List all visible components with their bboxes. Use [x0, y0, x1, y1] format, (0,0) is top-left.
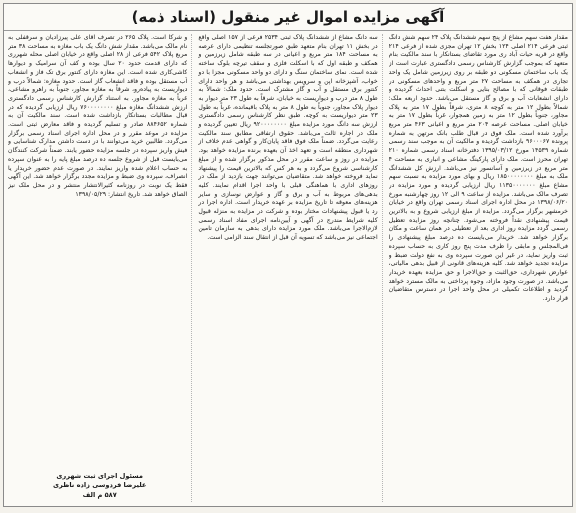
column-right-text: مقدار هفت سهم مشاع از پنج سهم ششدانگ پلاک ۲۴ سهم شش دانگ ثبتی فرعی ۲۱۴ اصلی ۱۲۴ بخش ۱۲ تهران مجزی شده از فرعی ۲۱۴ واقع در قریه حیات آباد ری مورد تقاضای بستانکار با سند مالکیت بنام متعهد که بموجب گزارش کارشناس رسمی دادگستری عبارت است از یک باب ساختمان مسکونی دو طبقه بر روی زیرزمین شامل یک واحد تجاری در همکف به مساحت ۲۷ متر مربع و واحدهای مسکونی در طبقات فوقانی که با مصالح بنایی و اسکلت بتنی احداث گردیده و دارای انشعابات آب و برق و گاز مستقل می‌باشد. حدود اربعه ملک: شمالاً بطول ۱۲ متر به کوچه ۸ متری، شرقاً بطول ۱۷ متر به پلاک مجاور، جنوباً بطول ۱۲ متر به زمین همجوار، غرباً بطول ۱۷ متر به خیابان اصلی. مساحت عرصه ۲۰۴ متر مربع و اعیانی ۴۶۳ متر مربع برآورد شده است. ملک فوق در قبال طلب بانک مرتهن به شماره پرونده ۹۶۰۰۰۶۷ بازداشت گردیده و مالکیت آن به موجب سند رسمی شماره ۱۴۵۳۹ مورخ ۱۳۹۵/۰۳/۱۲ دفترخانه اسناد رسمی شماره ۲۱۰ تهران محرز است. ملک دارای پارکینگ مشاعی و انباری به مساحت ۴ متر مربع در زیرزمین و آسانسور نیز می‌باشد. ارزش کل ششدانگ ملک به مبلغ ۱۸۵۰۰۰۰۰۰۰۰ ریال و بهای مورد مزایده به نسبت سهم مشاع مبلغ ۱۱۳۵۰۰۰۰۰۰۰ ریال ارزیابی گردیده و مورد مزایده در تصرف مالک می‌باشد. مزایده از ساعت ۹ الی ۱۲ روز چهارشنبه مورخ ۱۳۹۸/۰۶/۲۰ در محل اداره اجرای اسناد رسمی تهران واقع در خیابان خرمشهر برگزار می‌گردد. مزایده از مبلغ ارزیابی شروع و به بالاترین قیمت پیشنهادی نقداً فروخته می‌شود. چنانچه روز مزایده تعطیل رسمی گردد مزایده روز اداری بعد از تعطیلی در همان ساعت و مکان برگزار خواهد شد. خریدار می‌بایست ده درصد مبلغ پیشنهادی را فی‌المجلس و مابقی را ظرف مدت پنج روز کاری به حساب سپرده ثبت واریز نماید، در غیر این صورت سپرده وی به نفع دولت ضبط و مزایده تجدید خواهد شد. کلیه هزینه‌های قانونی از قبیل بدهی مالیاتی، عوارض شهرداری، حق‌الثبت و حق‌الاجرا و حق مزایده بعهده خریدار می‌باشد. در صورت وجود مازاد، وجوه پرداختی به مالک مسترد خواهد گردید و اطلاعات تکمیلی در محل واحد اجرا در دسترس متقاضیان قرار دارد. — [388, 34, 568, 303]
signature-name: علیرضا فردوسی زاده ناظری — [52, 481, 147, 489]
column-left — [8, 34, 192, 502]
notice-page — [3, 3, 573, 507]
notice-title: آگهی مزایده اموال غیر منقول (اسناد ذمه) — [131, 8, 445, 26]
text-columns — [8, 34, 568, 502]
column-middle-text: سه دانگ مشاع از ششدانگ پلاک ثبتی ۲۵۳۴ فرعی از ۱۵۷ اصلی واقع در بخش ۱۱ تهران بنام متعهد طبق صورتجلسه تنظیمی دارای عرصه به مساحت ۱۸۴ متر مربع و اعیانی در سه طبقه شامل زیرزمین و همکف و طبقه اول که با اسکلت فلزی و سقف تیرچه بلوک ساخته شده است. نمای ساختمان سنگ و دارای دو واحد مسکونی مجزا با دو خواب، آشپزخانه اپن و سرویس بهداشتی می‌باشد و هر واحد دارای کنتور برق مستقل و آب و گاز مشترک است. حدود ملک: شمالاً به طول ۸ متر درب و دیواریست به خیابان، شرقاً به طول ۲۳ متر دیوار به دیوار پلاک مجاور، جنوباً به طول ۸ متر به پلاک باقیمانده، غرباً به طول ۲۳ متر دیواریست به کوچه. طبق نظر کارشناس رسمی دادگستری ارزش سه دانگ مورد مزایده مبلغ ۹۲۰۰۰۰۰۰۰۰ ریال تعیین گردیده و ملک در اجاره ثالث می‌باشد. حقوق ارتفاقی مطابق سند مالکیت رعایت می‌گردد. ضمناً ملک فوق فاقد پایان‌کار و گواهی عدم خلاف از شهرداری منطقه است و تعهد اخذ آن بعهده برنده مزایده خواهد بود. مزایده در روز و ساعت مقرر در محل مذکور برگزار شده و از مبلغ کارشناسی شروع می‌گردد و به هر کس که بالاترین قیمت را پیشنهاد نماید فروخته خواهد شد. متقاضیان می‌توانند جهت بازدید از ملک در روزهای اداری با هماهنگی قبلی با واحد اجرا اقدام نمایند. کلیه بدهی‌های مربوط به آب و برق و گاز و عوارض نوسازی و سایر هزینه‌های معوقه تا تاریخ مزایده بر عهده خریدار است. اداره اجرا در رد یا قبول پیشنهادات مختار بوده و شرکت در مزایده به منزله قبول کلیه شرایط مندرج در آگهی و آیین‌نامه اجرای مفاد اسناد رسمی لازم‌الاجرا می‌باشد. ملک مورد مزایده دارای بدهی به سازمان تامین اجتماعی نیز می‌باشد که تسویه آن قبل از انتقال سند الزامی است. — [198, 34, 378, 242]
signature-block — [8, 472, 191, 501]
signature-title: مسئول اجرای ثبت شهرری — [56, 471, 143, 480]
signature-code: ۵۸۷ م الف — [82, 490, 117, 499]
column-middle — [198, 34, 382, 502]
column-right — [389, 34, 568, 502]
column-left-text: و شرکا است. پلاک ۲۶۵ در تصرف آقای علی پیرزادیان و سرقفلی به نام مالک می‌باشد. مقدار شش دانگ یک باب مغازه به مساحت ۳۸ متر مربع پلاک ۵۴۲ فرعی از ۲۸ اصلی واقع در خیابان اصلی محله شهرری که دارای قدمت حدود ۲۰ سال بوده و کف آن سرامیک و دیوارها کاشی‌کاری شده است. این مغازه دارای کنتور برق تک فاز و انشعاب آب مستقل بوده و فاقد انشعاب گاز است. حدود مغازه: شمالاً درب و دیواریست به پیاده‌رو، شرقاً به مغازه مجاور، جنوباً به راهرو مشاعی، غرباً به مغازه مجاور. به استناد گزارش کارشناس رسمی دادگستری ارزش ششدانگ مغازه مبلغ ۷۶۰۰۰۰۰۰۰۰ ریال ارزیابی گردیده که در قبال مطالبات بستانکار بازداشت شده است. سند مالکیت آن به شماره ۸۸۴۶۵۲ صادر و تسلیم گردیده و فاقد معارض ثبتی است. مزایده در موعد مقرر و در محل اداره اجرای اسناد رسمی برگزار می‌گردد. طالبین خرید می‌توانند با در دست داشتن مدارک شناسایی و فیش واریز سپرده در جلسه مزایده حضور یابند. ضمناً شرکت کنندگان می‌بایست قبل از شروع جلسه ده درصد مبلغ پایه را به عنوان سپرده به حساب اعلام شده واریز نمایند. در صورت عدم حضور خریدار یا انصراف، سپرده وی ضبط و مزایده مجدد برگزار خواهد شد. این آگهی فقط یک نوبت در روزنامه کثیرالانتشار منتشر و در محل ملک نیز الصاق خواهد شد. تاریخ انتشار: ۱۳۹۸/۰۵/۲۹ — [8, 34, 188, 198]
title-bar — [4, 4, 572, 31]
